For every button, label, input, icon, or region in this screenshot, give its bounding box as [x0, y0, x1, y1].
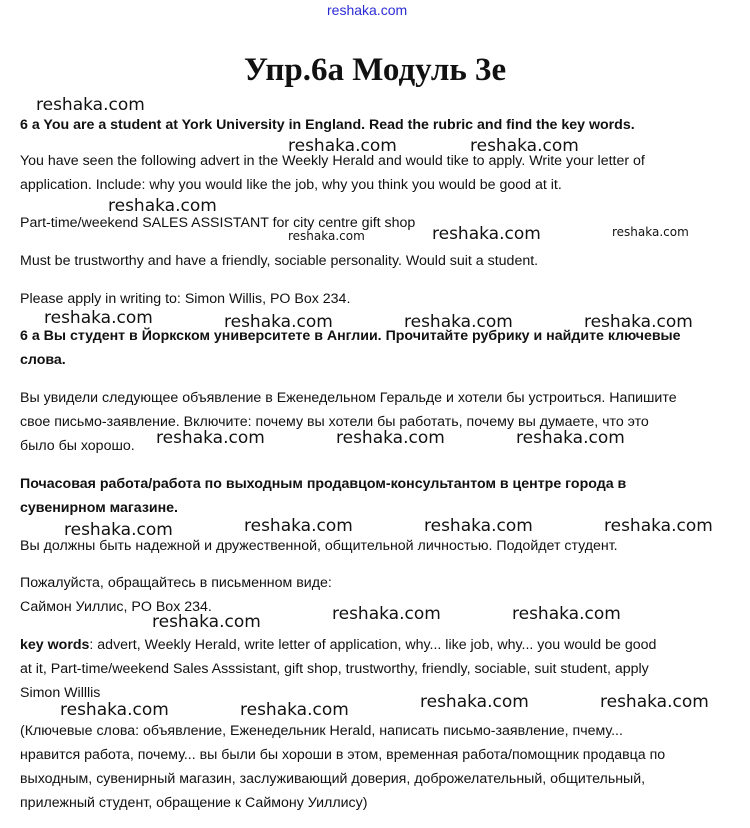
- watermark: reshaka.com: [44, 308, 153, 328]
- site-link[interactable]: reshaka.com: [327, 2, 408, 18]
- key-words-ru-line: нравится работа, почему... вы были бы хороши в этом, временная работа/помощник продавца по: [20, 747, 666, 763]
- russian-requirement-line: Вы должны быть надежной и дружественной, общительной личностью. Подойдет студент.: [20, 538, 618, 554]
- watermark: reshaka.com: [584, 312, 693, 332]
- english-task-heading: 6 a You are a student at York University in England. Read the rubric and find the key words.: [20, 117, 635, 133]
- russian-task-heading: слова.: [20, 352, 66, 368]
- watermark: reshaka.com: [404, 312, 513, 332]
- watermark: reshaka.com: [604, 516, 713, 536]
- key-words-label: key words: [20, 637, 90, 653]
- key-words-text: : advert, Weekly Herald, write letter of application, why... like job, why... you would be good: [89, 637, 657, 653]
- russian-apply-line: Пожалуйста, обращайтесь в письменном виде:: [20, 575, 332, 591]
- russian-apply-line: Саймон Уиллис, PO Box 234.: [20, 599, 212, 615]
- english-apply-line: Please apply in writing to: Simon Willis, PO Box 234.: [20, 291, 351, 307]
- watermark: reshaka.com: [152, 612, 261, 632]
- page-title: Упр.6а Модуль 3е: [243, 52, 507, 88]
- watermark: reshaka.com: [60, 700, 169, 720]
- english-requirement-line: Must be trustworthy and have a friendly, sociable personality. Would suit a student.: [20, 253, 539, 269]
- watermark: reshaka.com: [612, 225, 689, 239]
- watermark: reshaka.com: [336, 428, 445, 448]
- watermark: reshaka.com: [512, 604, 621, 624]
- english-advert-line: Part-time/weekend SALES ASSISTANT for city centre gift shop: [20, 215, 416, 231]
- watermark: reshaka.com: [332, 604, 441, 624]
- watermark: reshaka.com: [516, 428, 625, 448]
- english-intro-line: You have seen the following advert in the Weekly Herald and would tike to apply. Write your letter of: [20, 153, 645, 169]
- watermark: reshaka.com: [470, 136, 579, 156]
- russian-advert-line: Почасовая работа/работа по выходным продавцом-консультантом в центре города в: [20, 476, 627, 492]
- key-words-line: Simon Willlis: [20, 685, 101, 701]
- watermark: reshaka.com: [64, 520, 173, 540]
- watermark: reshaka.com: [156, 428, 265, 448]
- russian-intro-line: было бы хорошо.: [20, 438, 135, 454]
- key-words-ru-line: выходным, сувенирный магазин, заслуживающий доверия, доброжелательный, общительный,: [20, 771, 646, 787]
- russian-intro-line: Вы увидели следующее объявление в Еженедельном Геральде и хотели бы устроиться. Напишите: [20, 390, 677, 406]
- watermark: reshaka.com: [432, 224, 541, 244]
- watermark: reshaka.com: [600, 692, 709, 712]
- watermark: reshaka.com: [424, 516, 533, 536]
- watermark: reshaka.com: [244, 516, 353, 536]
- watermark: reshaka.com: [288, 136, 397, 156]
- russian-advert-line: сувенирном магазине.: [20, 500, 178, 516]
- watermark: reshaka.com: [420, 692, 529, 712]
- key-words-ru-line: прилежный студент, обращение к Саймону Уиллису): [20, 795, 368, 811]
- russian-intro-line: свое письмо-заявление. Включите: почему вы хотели бы работать, почему вы думаете, что это: [20, 414, 649, 430]
- key-words-line: at it, Part-time/weekend Sales Asssistant, gift shop, trustworthy, friendly, sociable, suit student, apply: [20, 661, 649, 677]
- watermark: reshaka.com: [108, 196, 217, 216]
- russian-task-heading: 6 а Вы студент в Йоркском университете в Англии. Прочитайте рубрику и найдите ключевые: [20, 328, 681, 344]
- key-words-line: [20, 633, 656, 657]
- english-intro-line: application. Include: why you would like the job, why you think you would be good at it.: [20, 177, 562, 193]
- watermark: reshaka.com: [224, 312, 333, 332]
- watermark: reshaka.com: [240, 700, 349, 720]
- key-words-ru-line: (Ключевые слова: объявление, Еженедельник Herald, написать письмо-заявление, пчему...: [20, 723, 623, 739]
- watermark: reshaka.com: [36, 95, 145, 115]
- watermark: reshaka.com: [288, 229, 365, 243]
